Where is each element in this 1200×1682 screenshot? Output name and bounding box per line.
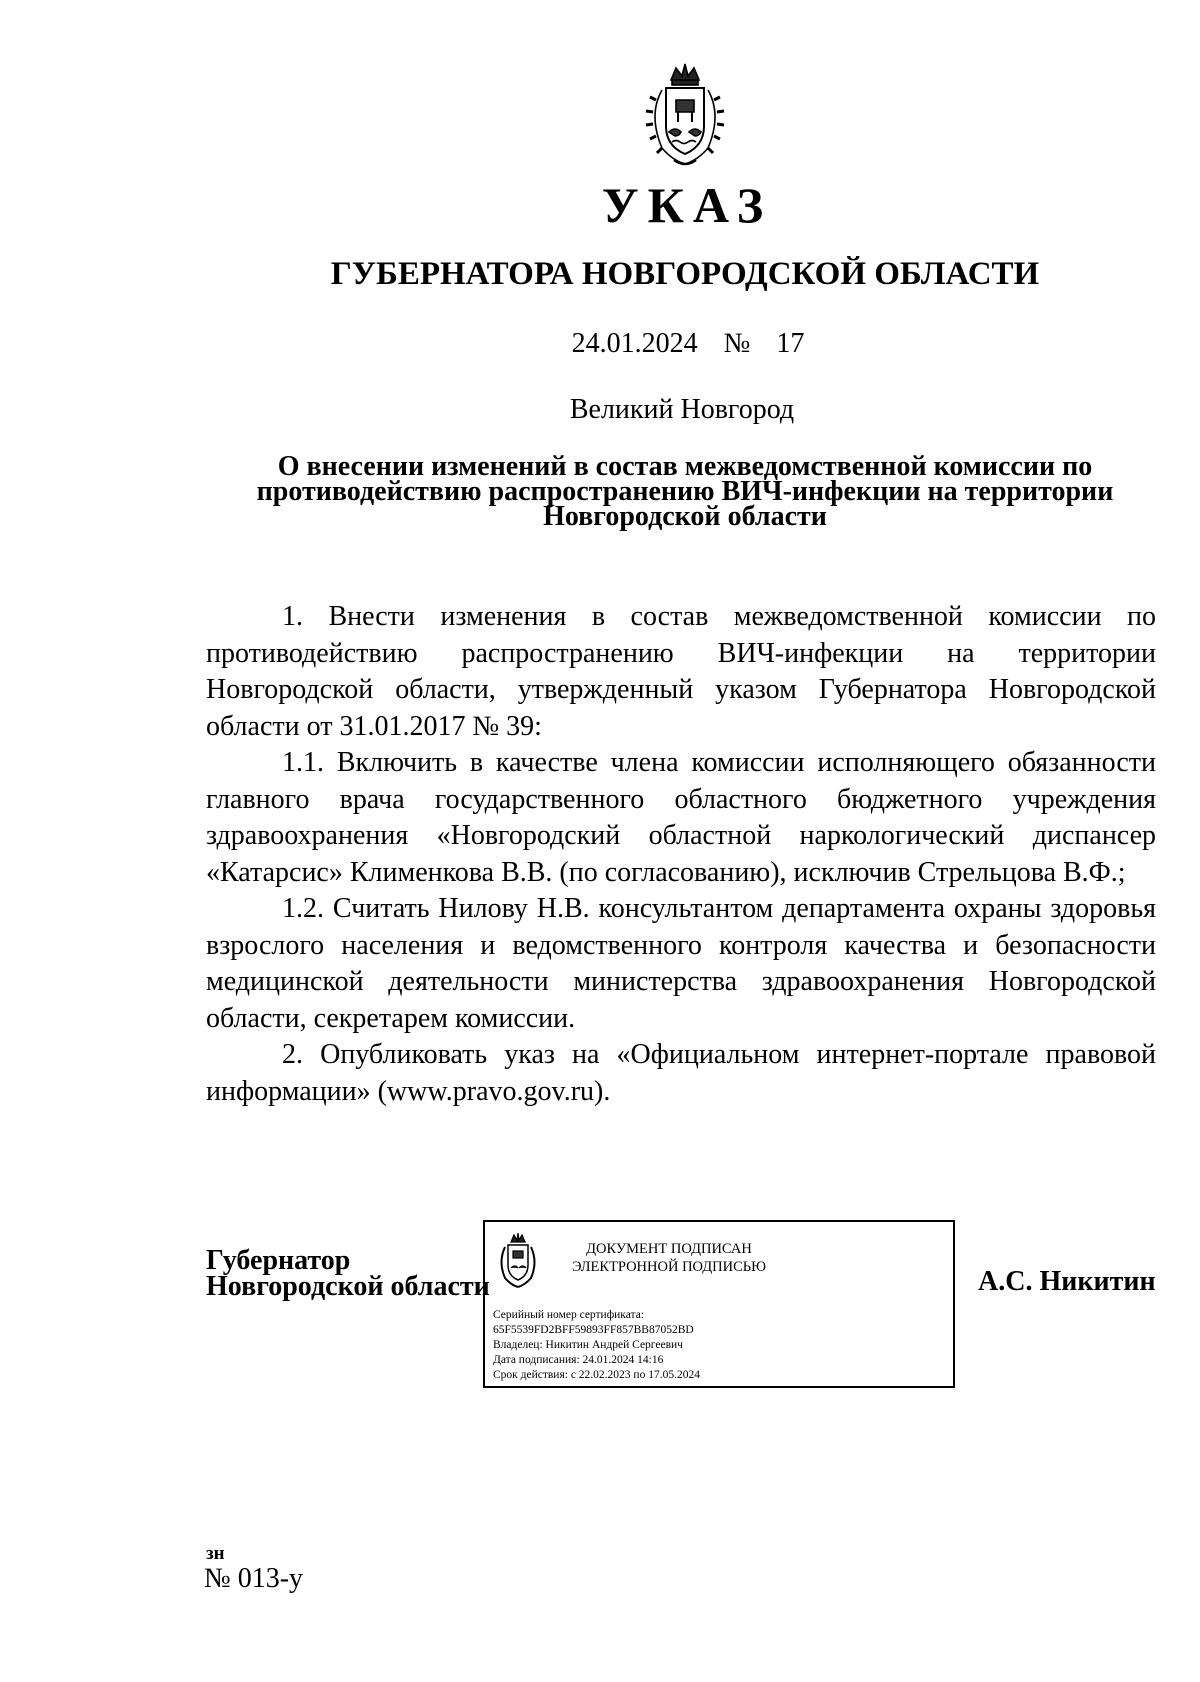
footer-code: зн [206, 1543, 225, 1564]
signatory-role-line-2: Новгородской области [206, 1271, 490, 1302]
issuer-heading: ГУБЕРНАТОРА НОВГОРОДСКОЙ ОБЛАСТИ [330, 256, 1040, 292]
certificate-owner: Владелец: Никитин Андрей Сергеевич [493, 1339, 683, 1351]
date-and-number: 24.01.2024 № 17 [571, 328, 805, 359]
signatory-name: А.С. Никитин [978, 1266, 1156, 1297]
signing-date: Дата подписания: 24.01.2024 14:16 [493, 1354, 664, 1366]
stamp-coat-of-arms-icon [495, 1232, 541, 1290]
footer-number: № 013-у [204, 1563, 304, 1594]
signatory-role-line-1: Губернатор [206, 1245, 351, 1276]
stamp-heading-line-1: ДОКУМЕНТ ПОДПИСАН [586, 1241, 752, 1257]
paragraph-2: 2. Опубликовать указ на «Официальном интернет-портале правовой информации» (www.pravo.gov.ru). [206, 1039, 1156, 1107]
stamp-heading-line-2: ЭЛЕКТРОННОЙ ПОДПИСЬЮ [571, 1259, 767, 1275]
paragraph-1-1: 1.1. Включить в качестве члена комиссии исполняющего обязанности главного врача государственного областного бюджетного учреждения здравоохранения «Новгородский областной наркологический диспансер «Катарсис» Клименкова В.В. (по согласованию), исключив Стрельцова В.Ф.; [206, 747, 1156, 888]
certificate-label: Серийный номер сертификата: [493, 1309, 644, 1321]
place-of-issue: Великий Новгород [569, 394, 795, 425]
certificate-number: 65F5539FD2BFF59893FF857BB87052BD [493, 1324, 694, 1336]
decree-body [206, 599, 1156, 1110]
certificate-validity: Срок действия: с 22.02.2023 по 17.05.2024 [493, 1369, 700, 1381]
paragraph-1: 1. Внести изменения в состав межведомственной комиссии по противодействию распространению ВИЧ-инфекции на территории Новгородской области, утвержденный указом Губернатора Новгородской области от 31.01.2017 № 39: [206, 601, 1156, 742]
coat-of-arms-icon [638, 60, 732, 170]
document-type-heading: УКАЗ [601, 177, 773, 233]
document-title: О внесении изменений в состав межведомственной комиссии по противодействию распространению ВИЧ-инфекции на территории Новгородской области [256, 451, 1114, 532]
electronic-signature-stamp [483, 1220, 955, 1388]
signatory-role [206, 1245, 490, 1302]
stamp-heading [569, 1240, 769, 1276]
stamp-details [493, 1308, 700, 1383]
paragraph-1-2: 1.2. Считать Нилову Н.В. консультантом департамента охраны здоровья взрослого населения и ведомственного контроля качества и безопасности медицинской деятельности министерства здравоохранения Новгородской области, секретарем комиссии. [206, 893, 1156, 1034]
